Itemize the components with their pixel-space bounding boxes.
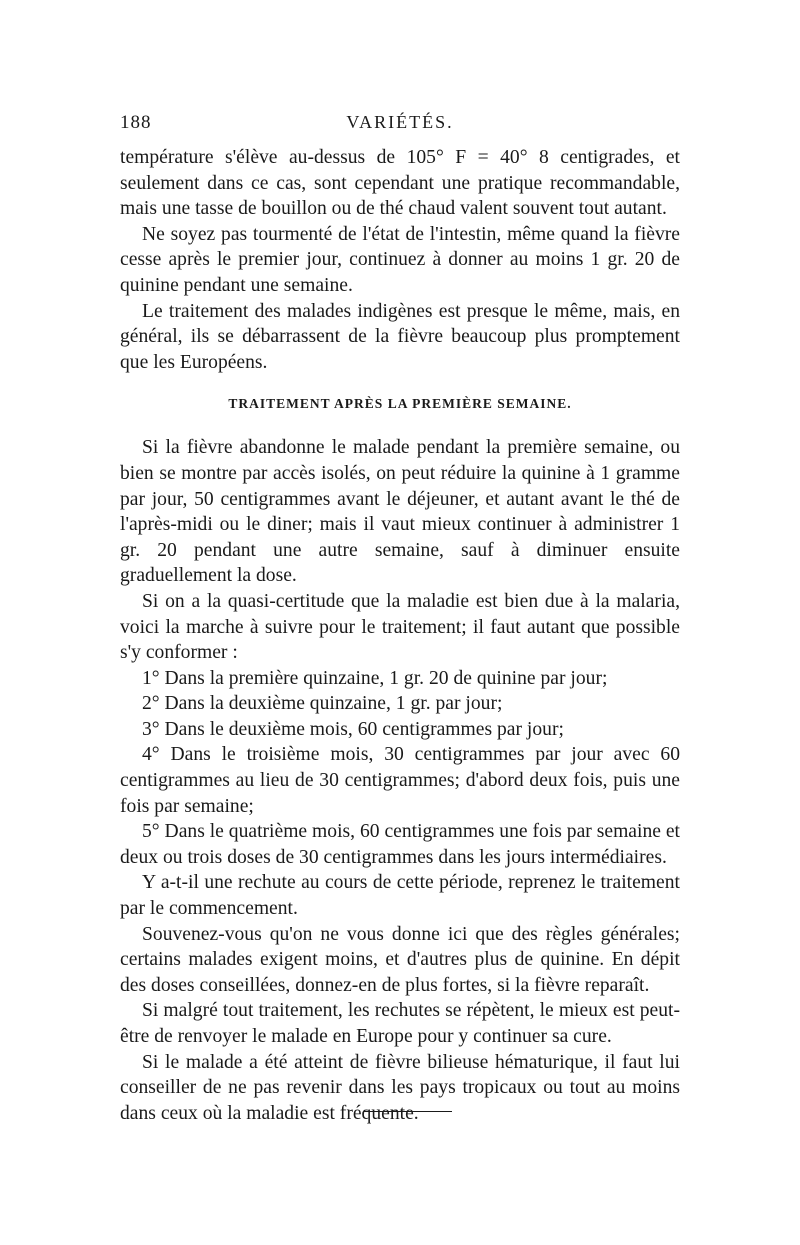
paragraph: Souvenez-vous qu'on ne vous donne ici que des règles générales; certains malades exigent moins, et d'autres plus de quinine. En dépit des doses conseillées, donnez-en de plus fortes, si la fièvre reparaît. bbox=[120, 923, 680, 996]
section-heading: TRAITEMENT APRÈS LA PREMIÈRE SEMAINE. bbox=[228, 396, 572, 412]
paragraph: température s'élève au-dessus de 105° F = 40° 8 centigrades, et seulement dans ce cas, sont cependant une pratique recommandable, mais une tasse de bouillon ou de thé chaud valent souvent tout autant. bbox=[120, 147, 680, 220]
list-item-1: 1° Dans la première quinzaine, 1 gr. 20 de quinine par jour; bbox=[142, 667, 608, 689]
paragraph: Si malgré tout traitement, les rechutes se répètent, le mieux est peut-être de renvoyer le malade en Europe pour y continuer sa cure. bbox=[120, 1000, 680, 1047]
paragraph: Ne soyez pas tourmenté de l'état de l'intestin, même quand la fièvre cesse après le premier jour, continuez à donner au moins 1 gr. 20 de quinine pendant une semaine. bbox=[120, 223, 680, 296]
paragraph: Si le malade a été atteint de fièvre bilieuse hématurique, il faut lui conseiller de ne pas revenir dans les pays tropicaux ou tout au moins dans ceux où la maladie est fréquente. bbox=[120, 1051, 680, 1124]
paragraph: Y a-t-il une rechute au cours de cette période, reprenez le traitement par le commencement. bbox=[120, 872, 680, 920]
paragraph: Si on a la quasi-certitude que la maladie est bien due à la malaria, voici la marche à suivre pour le traitement; il faut autant que possible s'y conformer : bbox=[120, 590, 680, 664]
list-item-5: 5° Dans le quatrième mois, 60 centigrammes une fois par semaine et deux ou trois doses de 30 centigrammes dans les jours intermédiaires. bbox=[120, 821, 680, 868]
list-item-3: 3° Dans le deuxième mois, 60 centigrammes par jour; bbox=[142, 718, 564, 740]
list-item-4: 4° Dans le troisième mois, 30 centigrammes par jour avec 60 centigrammes au lieu de 30 centigrammes; d'abord deux fois, puis une fois par semaine; bbox=[120, 744, 680, 817]
paragraph: Le traitement des malades indigènes est presque le même, mais, en général, ils se débarrassent de la fièvre beaucoup plus promptement que les Européens. bbox=[120, 300, 680, 373]
page-number: 188 bbox=[120, 112, 152, 133]
closing-rule bbox=[364, 1111, 452, 1112]
running-title: VARIÉTÉS. bbox=[346, 112, 454, 132]
running-head bbox=[120, 112, 680, 142]
list-item-2: 2° Dans la deuxième quinzaine, 1 gr. par jour; bbox=[142, 693, 503, 715]
paragraph: Si la fièvre abandonne le malade pendant la première semaine, ou bien se montre par accès isolés, on peut réduire la quinine à 1 gramme par jour, 50 centigrammes avant le déjeuner, et autant avant le thé de l'après-midi ou le diner; mais il vaut mieux continuer à administrer 1 gr. 20 pendant une autre semaine, sauf à diminuer ensuite graduellement la dose. bbox=[120, 437, 680, 587]
body-text bbox=[120, 145, 680, 1126]
